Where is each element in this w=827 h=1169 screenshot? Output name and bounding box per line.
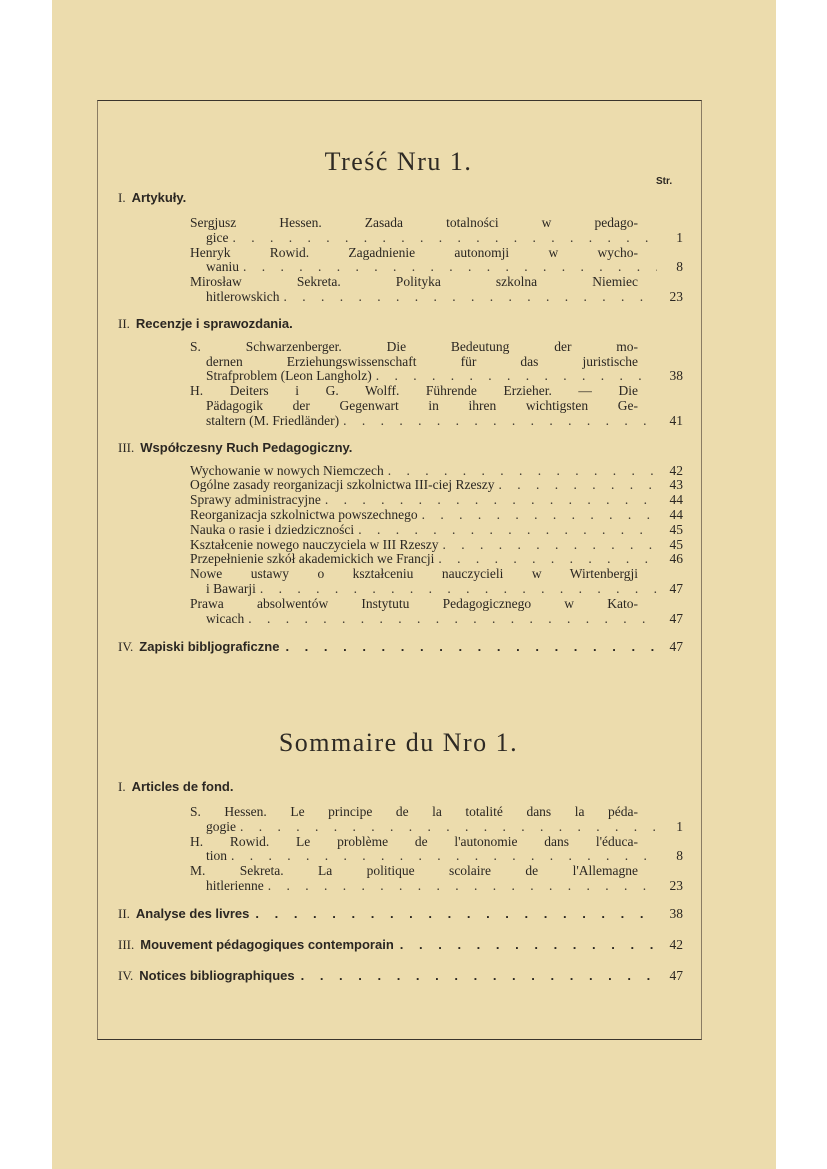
page-number: 44 (669, 492, 683, 508)
toc-entry (190, 552, 683, 567)
entry-text-line: Nowe ustawy o kształceniu nauczycieli w Wirtenbergji (190, 566, 638, 582)
entry-text-line: Henryk Rowid. Zagadnienie autonomji w wycho- (190, 244, 638, 260)
entry-text-end: Strafproblem (Leon Langholz) (206, 368, 372, 384)
entry-last-line (190, 849, 683, 864)
section-heading (118, 779, 683, 795)
section-title: Articles de fond. (131, 779, 234, 794)
entry-text-line: H. Rowid. Le problème de l'autonomie dans l'éduca- (190, 833, 638, 849)
entry-text-line: Mirosław Sekreta. Polityka szkolna Niemiec (190, 274, 638, 290)
section-heading (118, 316, 683, 332)
entry-text-line: dernen Erziehungswissenschaft für das juristische (206, 353, 638, 369)
toc-entry (190, 275, 683, 305)
leader-dots (240, 820, 657, 835)
page-number: 38 (669, 368, 683, 384)
entry-text-end: hitlerienne (206, 877, 264, 893)
page-number: 43 (669, 477, 683, 493)
entry-text-end: Sprawy administracyjne (190, 492, 321, 508)
section-heading-row (118, 968, 683, 984)
entry-text-end: i Bawarji (206, 580, 256, 596)
toc-section (118, 906, 683, 922)
section-title: Artykuły. (131, 190, 187, 205)
section-heading-row (118, 906, 683, 922)
page-column-label: Str. (656, 176, 673, 187)
entry-last-line (190, 231, 683, 246)
toc-entry (190, 835, 683, 865)
page-number: 47 (669, 610, 683, 626)
entry-last-line (190, 369, 683, 384)
page-number: 8 (676, 259, 683, 275)
entry-text-end: Reorganizacja szkolnictwa powszechnego (190, 506, 418, 522)
toc-entry (190, 864, 683, 894)
section-number: IV. (118, 639, 134, 655)
entry-text-end: Nauka o rasie i dziedziczności (190, 521, 355, 537)
section-number: II. (118, 315, 130, 331)
section-title: Zapiski bibljograficzne (139, 639, 280, 655)
leader-dots (438, 552, 657, 567)
entry-last-line (190, 523, 683, 538)
entry-last-line (190, 493, 683, 508)
entry-last-line (190, 820, 683, 835)
leader-dots (443, 538, 657, 553)
entry-last-line (190, 260, 683, 275)
toc-entry (190, 567, 683, 597)
leader-dots (343, 414, 657, 429)
pl-title: Treść Nru 1. (324, 147, 473, 176)
entry-last-line (190, 582, 683, 597)
toc-entry (190, 464, 683, 479)
leader-dots (358, 523, 657, 538)
pl-contents (118, 190, 683, 655)
toc-section (118, 968, 683, 984)
fr-title: Sommaire du Nro 1. (278, 728, 519, 757)
entry-text-line: H. Deiters i G. Wolff. Führende Erzieher. — Die (190, 383, 638, 399)
leader-dots (260, 582, 657, 597)
entry-last-line (190, 290, 683, 305)
entry-last-line (190, 414, 683, 429)
leader-dots (422, 508, 657, 523)
section-number: I. (118, 190, 126, 205)
toc-section (118, 937, 683, 953)
section-title: Współczesny Ruch Pedagogiczny. (140, 439, 353, 455)
entry-last-line (190, 464, 683, 479)
page-number: 47 (669, 580, 683, 596)
toc-entry (190, 508, 683, 523)
page-number: 42 (669, 462, 683, 478)
entry-text-end: waniu (206, 259, 239, 275)
leader-dots (301, 968, 657, 984)
leader-dots (376, 369, 657, 384)
leader-dots (285, 639, 657, 655)
leader-dots (231, 849, 657, 864)
toc-entry (190, 246, 683, 276)
toc-section (118, 440, 683, 627)
page-number: 23 (669, 877, 683, 893)
entry-text-end: wicach (206, 610, 245, 626)
toc-entry (190, 216, 683, 246)
page-number: 46 (669, 551, 683, 567)
section-number: II. (118, 905, 130, 921)
toc-entry (190, 523, 683, 538)
section-title: Analyse des livres (135, 905, 250, 921)
toc-section (118, 779, 683, 894)
toc-entry (190, 384, 683, 428)
entry-text-line: Sergjusz Hessen. Zasada totalności w pedago- (190, 215, 638, 230)
leader-dots (248, 612, 657, 627)
leader-dots (233, 231, 658, 246)
entry-text-line: Pädagogik der Gegenwart in ihren wichtigsten Ge- (206, 397, 638, 413)
entry-last-line (190, 879, 683, 894)
section-title: Notices bibliographiques (139, 967, 295, 983)
section-title: Recenzje i sprawozdania. (135, 315, 293, 331)
entry-text-end: staltern (M. Friedländer) (206, 412, 340, 428)
page-number: 45 (669, 536, 683, 552)
entry-text-end: hitlerowskich (206, 288, 280, 304)
page-number: 47 (669, 639, 683, 655)
toc-entry (190, 538, 683, 553)
entry-last-line (190, 508, 683, 523)
leader-dots (243, 260, 657, 275)
entry-text-end: gice (206, 229, 229, 245)
page-number: 1 (676, 818, 683, 834)
entry-last-line (190, 552, 683, 567)
section-heading (118, 440, 683, 456)
entry-text-line: M. Sekreta. La politique scolaire de l'Allemagne (190, 863, 638, 879)
entry-text-end: Ogólne zasady reorganizacji szkolnictwa III-ciej Rzeszy (190, 477, 495, 493)
leader-dots (388, 464, 657, 479)
toc-section (118, 316, 683, 429)
section-title: Mouvement pédagogiques contemporain (140, 936, 394, 952)
page-number: 47 (669, 967, 683, 983)
leader-dots (325, 493, 657, 508)
entry-text-end: tion (206, 848, 228, 864)
section-number: IV. (118, 967, 134, 983)
entry-last-line (190, 612, 683, 627)
page-number: 1 (676, 229, 683, 245)
entry-last-line (190, 478, 683, 493)
page-number: 45 (669, 521, 683, 537)
fr-contents (118, 779, 683, 984)
entry-text-line: S. Schwarzenberger. Die Bedeutung der mo- (190, 338, 638, 354)
leader-dots (255, 906, 657, 922)
page-number: 23 (669, 288, 683, 304)
leader-dots (268, 879, 657, 894)
leader-dots (499, 478, 658, 493)
toc-section (118, 639, 683, 655)
page-number: 38 (669, 905, 683, 921)
section-number: III. (118, 439, 135, 455)
page-number: 8 (676, 848, 683, 864)
leader-dots (284, 290, 658, 305)
toc-section (118, 190, 683, 305)
page-number: 41 (669, 412, 683, 428)
toc-entry (190, 493, 683, 508)
section-number: I. (118, 779, 126, 794)
section-heading (118, 190, 683, 206)
toc-entry (190, 597, 683, 627)
section-heading-row (118, 937, 683, 953)
toc-entry (190, 805, 683, 835)
leader-dots (400, 937, 657, 953)
entry-text-end: Kształcenie nowego nauczyciela w III Rzeszy (190, 536, 439, 552)
entry-text-end: gogie (206, 818, 236, 834)
entry-text-line: Prawa absolwentów Instytutu Pedagogicznego w Kato- (190, 595, 638, 611)
toc-entry (190, 340, 683, 384)
page-number: 42 (669, 936, 683, 952)
section-heading-row (118, 639, 683, 655)
entry-last-line (190, 538, 683, 553)
page-number: 44 (669, 506, 683, 522)
entry-text-line: S. Hessen. Le principe de la totalité dans la péda- (190, 804, 638, 819)
entry-text-end: Przepełnienie szkół akademickich we Francji (190, 551, 435, 567)
entry-text-end: Wychowanie w nowych Niemczech (190, 462, 384, 478)
toc-entry (190, 478, 683, 493)
section-number: III. (118, 936, 135, 952)
